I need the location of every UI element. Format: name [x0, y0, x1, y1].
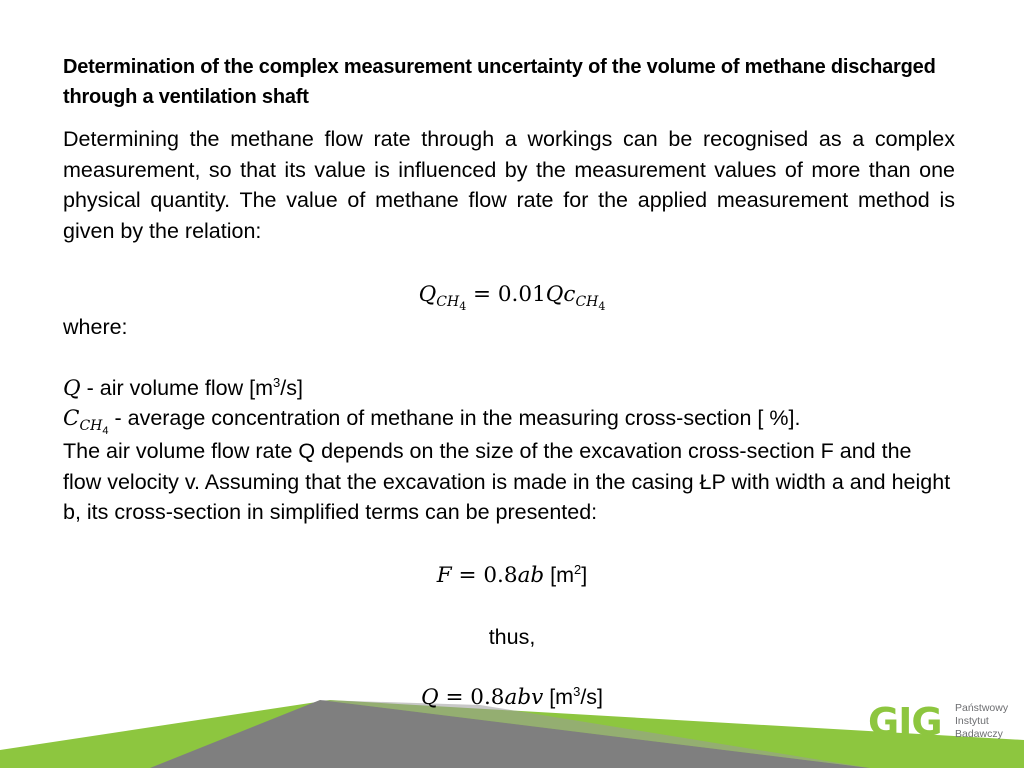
- intro-paragraph: Determining the methane flow rate through a workings can be recognised as a complex measurement, so that its value is influenced by the measurement values of more than one physical quantity. The value of methane flow rate for the applied measurement method is given by the relation:: [63, 127, 955, 243]
- logo-mark: GIG: [868, 700, 942, 744]
- where-label: where:: [63, 315, 128, 339]
- logo-text: Państwowy Instytut Badawczy: [955, 702, 1009, 740]
- formula-methane-flow: $Q_{CH_4} = 0.01Qc_{CH_4}$: [418, 282, 606, 313]
- formula-air-volume-flow: Q = 0.8abv $[m^3/s]$: [420, 683, 604, 710]
- body-paragraph: The air volume flow rate Q depends on the size of the excavation cross-section F and the flow velocity v. Assuming that the excavation is made in the casing ŁP with width a and height b, its cross-section in simplified terms can be presented:: [63, 439, 951, 524]
- definition-c: $C_{CH_4}$ - average concentration of methane in the measuring cross-section [ %].: [63, 406, 801, 437]
- thus-label: thus,: [488, 625, 536, 649]
- gig-logo: [868, 700, 1024, 750]
- page-title: Determination of the complex measurement uncertainty of the volume of methane discharged through a ventilation shaft: [63, 56, 936, 108]
- definition-q: Q - air volume flow $[m^3/s]$: [63, 374, 303, 401]
- formula-cross-section: F = 0.8ab $[m^2]$: [436, 561, 588, 588]
